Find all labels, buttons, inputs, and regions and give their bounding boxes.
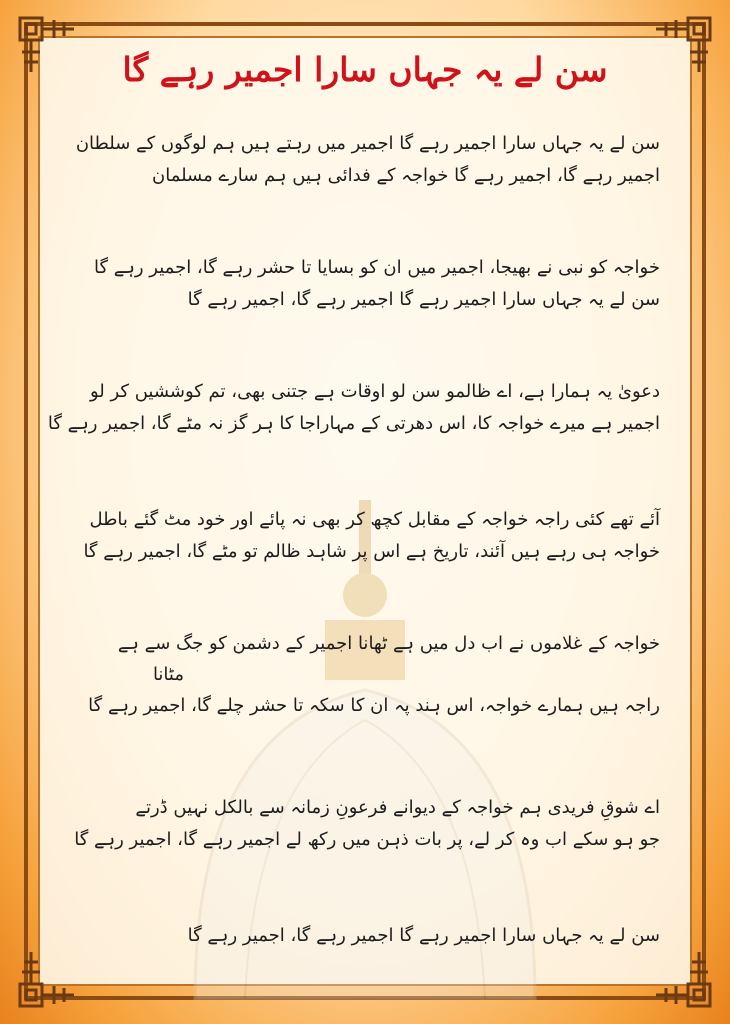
verse-line: آئے تھے کئی راجہ خواجہ کے مقابل کچھ کر بھی نہ پائے اور خود مٹ گئے باطل xyxy=(89,509,660,530)
verse-line: سن لے یہ جہاں سارا اجمیر رہے گا اجمیر رہے گا، اجمیر رہے گا xyxy=(187,289,660,310)
verse-line: اجمیر رہے گا، اجمیر رہے گا خواجہ کے فدائی ہیں ہم سارے مسلمان xyxy=(151,165,660,186)
verse-line: راجہ ہیں ہمارے خواجہ، اس ہند پہ ان کا سکہ تا حشر چلے گا، اجمیر رہے گا xyxy=(88,695,660,716)
stanza-2 xyxy=(70,252,660,316)
verse-line: اجمیر ہے میرے خواجہ کا، اس دھرتی کے مہاراجا کا ہر گز نہ مٹے گا، اجمیر رہے گا xyxy=(47,413,660,434)
poem-title: سن لے یہ جہاں سارا اجمیر رہے گا xyxy=(122,50,608,89)
verse-line: سن لے یہ جہاں سارا اجمیر رہے گا اجمیر میں رہتے ہیں ہم لوگوں کے سلطان xyxy=(75,133,660,154)
verse-line: سن لے یہ جہاں سارا اجمیر رہے گا اجمیر رہے گا، اجمیر رہے گا xyxy=(187,925,660,946)
stanza-3 xyxy=(47,376,660,440)
stanza-7 xyxy=(70,920,660,952)
stanza-6 xyxy=(70,792,660,856)
verse-line: خواجہ کے غلاموں نے اب دل میں ہے ٹھانا اجمیر کے دشمن کو جگ سے ہے xyxy=(117,633,660,654)
verse-line: دعویٰ یہ ہمارا ہے، اے ظالمو سن لو اوقات ہے جتنی بھی، تم کوششیں کر لو xyxy=(89,381,660,402)
verse-continuation: مٹانا xyxy=(152,664,184,685)
verse-line: اے شوقِ فریدی ہم خواجہ کے دیوانے فرعونِ زمانہ سے بالکل نہیں ڈرتے xyxy=(135,797,660,818)
stanza-1 xyxy=(70,128,660,192)
corner-ornament-icon xyxy=(14,12,86,84)
verse-line: جو ہو سکے اب وہ کر لے، پر بات ذہن میں رکھ لے اجمیر رہے گا، اجمیر رہے گا xyxy=(74,829,660,850)
verse-line: خواجہ کو نبی نے بھیجا، اجمیر میں ان کو بسایا تا حشر رہے گا، اجمیر رہے گا xyxy=(94,257,660,278)
verse-line: خواجہ ہی رہے ہیں آئند، تاریخ ہے اس پر شاہد ظالم تو مٹے گا، اجمیر رہے گا xyxy=(83,541,660,562)
stanza-4 xyxy=(70,504,660,568)
stanza-5 xyxy=(70,628,660,722)
corner-ornament-icon xyxy=(644,12,716,84)
